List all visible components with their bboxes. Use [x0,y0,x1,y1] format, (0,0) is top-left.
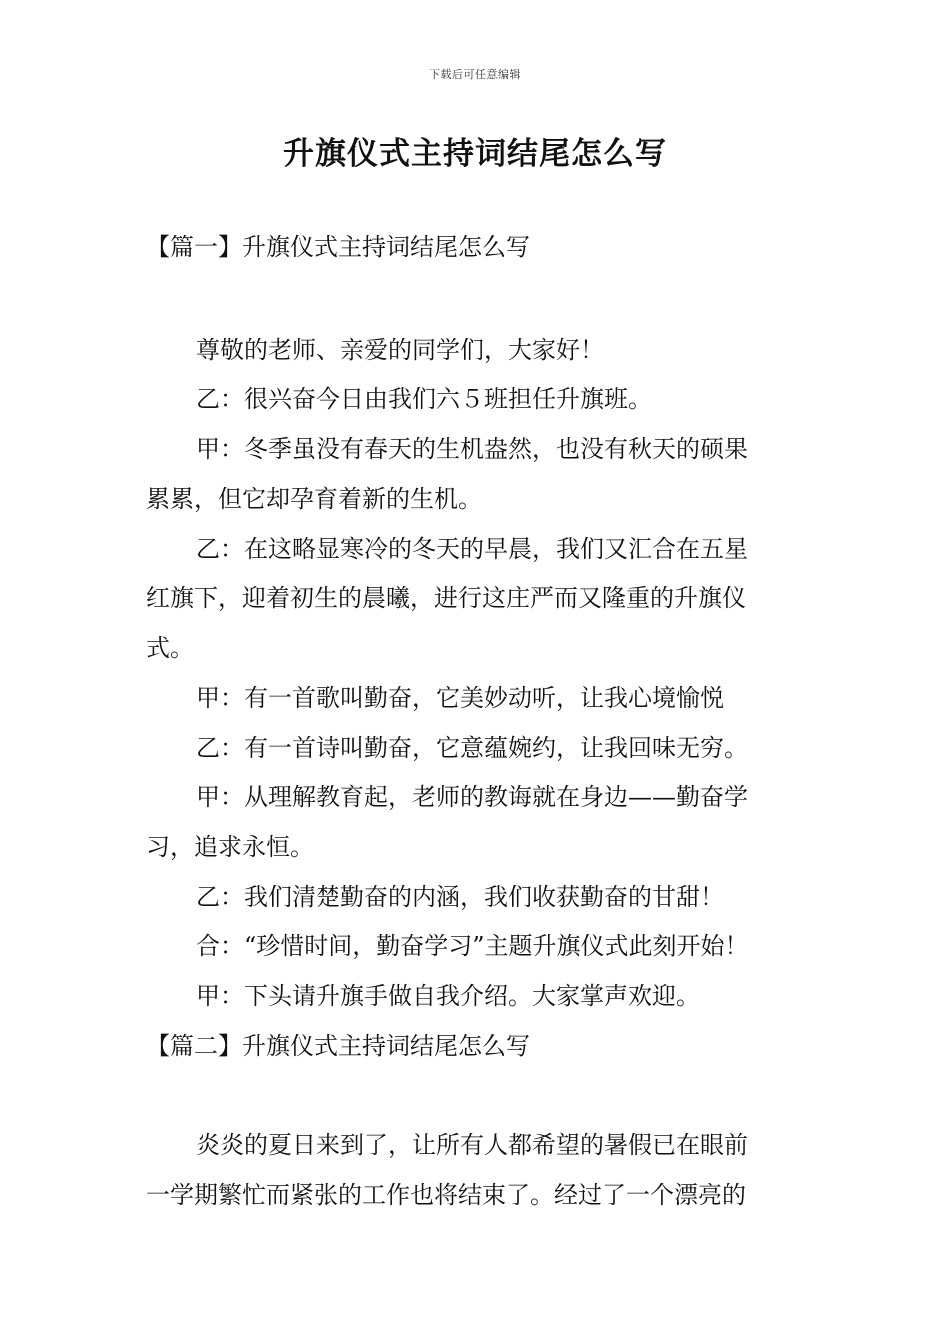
paragraph-line: 甲：下头请升旗手做自我介绍。大家掌声欢迎。 [196,982,700,1010]
paragraph-line: 乙：在这略显寒冷的冬天的早晨，我们又汇合在五星 [196,535,748,563]
paragraph-line: 累累，但它却孕育着新的生机。 [146,485,482,513]
paragraph-line: 乙：我们清楚勤奋的内涵，我们收获勤奋的甘甜！ [196,883,724,911]
header-note: 下载后可任意编辑 [429,68,521,81]
paragraph-line: 红旗下，迎着初生的晨曦，进行这庄严而又隆重的升旗仪 [146,584,746,612]
paragraph-line: 甲：有一首歌叫勤奋，它美妙动听，让我心境愉悦 [196,684,724,712]
paragraph-line: 乙：很兴奋今日由我们六５班担任升旗班。 [196,385,652,413]
document-title: 升旗仪式主持词结尾怎么写 [283,136,667,172]
paragraph-line: 一学期繁忙而紧张的工作也将结束了。经过了一个漂亮的 [146,1181,746,1209]
paragraph-line: 甲：冬季虽没有春天的生机盎然，也没有秋天的硕果 [196,435,748,463]
paragraph-line: 习，追求永恒。 [146,833,314,861]
paragraph-line: 甲：从理解教育起，老师的教诲就在身边——勤奋学 [196,783,748,811]
paragraph-line: 炎炎的夏日来到了，让所有人都希望的暑假已在眼前 [196,1131,748,1159]
paragraph-line: 合：“珍惜时间，勤奋学习”主题升旗仪式此刻开始！ [196,932,749,960]
paragraph-line: 式。 [146,634,194,662]
section-heading-2: 【篇二】升旗仪式主持词结尾怎么写 [146,1032,530,1060]
paragraph-line: 尊敬的老师、亲爱的同学们，大家好！ [196,336,604,364]
section-heading-1: 【篇一】升旗仪式主持词结尾怎么写 [146,233,530,261]
paragraph-line: 乙：有一首诗叫勤奋，它意蕴婉约，让我回味无穷。 [196,734,748,762]
